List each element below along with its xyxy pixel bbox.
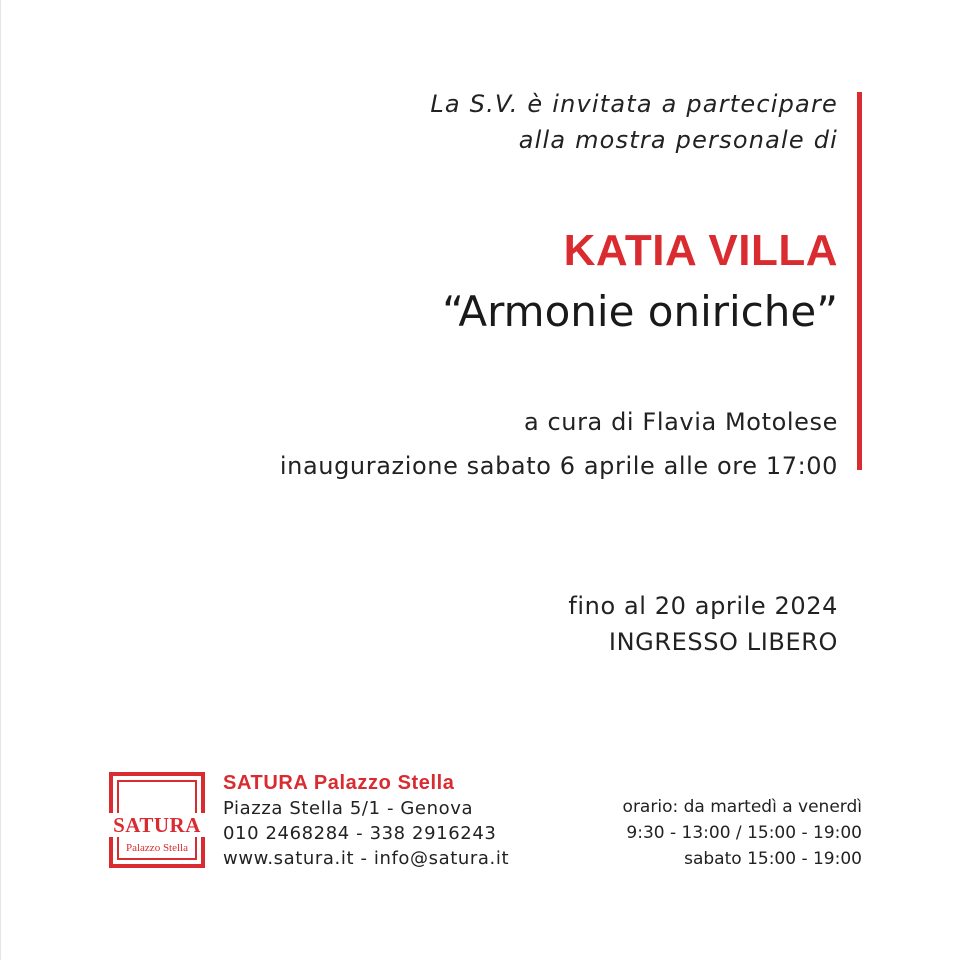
venue-name: SATURA Palazzo Stella: [223, 772, 455, 794]
opening-hours: [623, 794, 862, 872]
venue-web: www.satura.it - info@satura.it: [223, 848, 510, 869]
exhibition-details: [280, 400, 838, 488]
exhibition-title: “Armonie oniriche”: [442, 287, 838, 336]
invitation-intro: [430, 86, 838, 158]
venue-address: Piazza Stella 5/1 - Genova: [223, 798, 474, 819]
logo-subtitle: Palazzo Stella: [125, 842, 188, 854]
exhibition-dates: [568, 588, 838, 660]
intro-line-1: La S.V. è invitata a partecipare: [430, 90, 838, 118]
artist-name: KATIA VILLA: [563, 226, 838, 275]
curator-line: a cura di Flavia Motolese: [523, 408, 838, 436]
intro-line-2: alla mostra personale di: [518, 126, 838, 154]
satura-logo: [109, 772, 205, 868]
venue-phones: 010 2468284 - 338 2916243: [223, 823, 497, 844]
accent-bar: [857, 92, 862, 470]
hours-line-1: orario: da martedì a venerdì: [622, 797, 862, 817]
venue-info: [223, 770, 509, 871]
opening-line: inaugurazione sabato 6 aprile alle ore 17:00: [279, 452, 838, 480]
entry-line: INGRESSO LIBERO: [608, 628, 838, 656]
hours-line-3: sabato 15:00 - 19:00: [684, 849, 862, 869]
hours-line-2: 9:30 - 13:00 / 15:00 - 19:00: [626, 823, 862, 843]
logo-wordmark: SATURA: [107, 813, 207, 837]
until-line: fino al 20 aprile 2024: [568, 592, 838, 620]
